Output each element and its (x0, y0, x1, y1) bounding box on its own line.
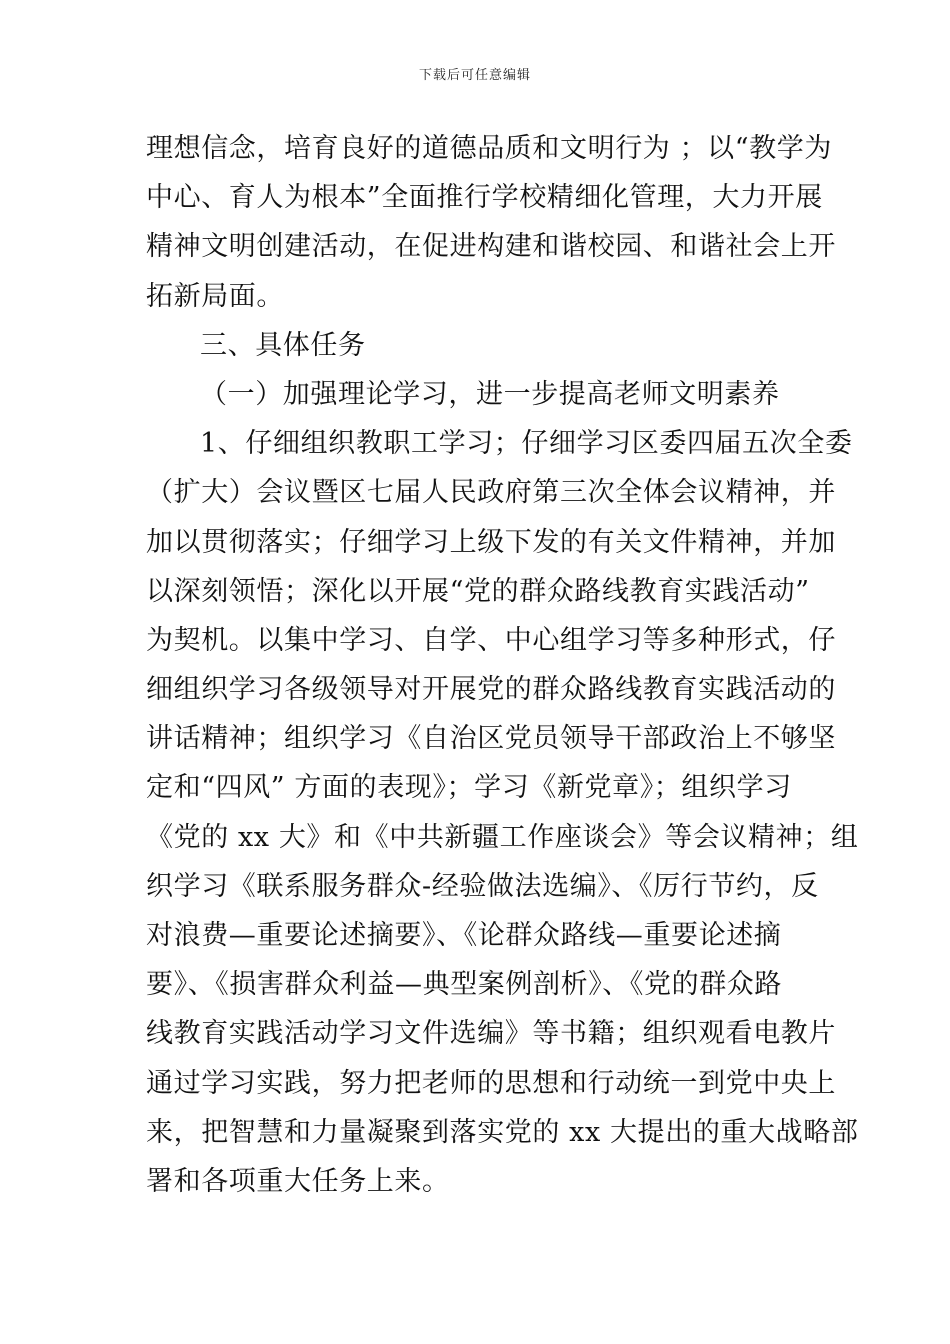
body-line: 织学习《联系服务群众-经验做法选编》、《厉行节约，反 (146, 870, 819, 902)
body-line: 1、仔细组织教职工学习；仔细学习区委四届五次全委 (200, 428, 853, 460)
body-line: 精神文明创建活动，在促进构建和谐校园、和谐社会上开 (146, 231, 836, 263)
subsection-heading: （一）加强理论学习，进一步提高老师文明素养 (200, 378, 780, 410)
body-line: 为契机。以集中学习、自学、中心组学习等多种形式，仔 (146, 624, 836, 656)
body-line: 线教育实践活动学习文件选编》等书籍；组织观看电教片 (146, 1018, 836, 1050)
body-line: 来，把智慧和力量凝聚到落实党的 xx 大提出的重大战略部 (146, 1116, 859, 1148)
body-line: 讲话精神；组织学习《自治区党员领导干部政治上不够坚 (146, 723, 836, 755)
body-line: （扩大）会议暨区七届人民政府第三次全体会议精神，并 (146, 477, 836, 509)
body-line: 以深刻领悟；深化以开展“党的群众路线教育实践活动” (146, 575, 810, 607)
section-heading: 三、具体任务 (200, 329, 366, 361)
page-header: 下载后可任意编辑 (418, 68, 531, 83)
body-line: 理想信念，培育良好的道德品质和文明行为 ；以“教学为 (146, 133, 832, 164)
body-line: 定和“四风” 方面的表现》；学习《新党章》；组织学习 (146, 772, 792, 804)
body-line: 细组织学习各级领导对开展党的群众路线教育实践活动的 (146, 674, 836, 706)
body-line: 通过学习实践，努力把老师的思想和行动统一到党中央上 (146, 1067, 836, 1099)
body-line: 加以贯彻落实；仔细学习上级下发的有关文件精神，并加 (146, 526, 836, 558)
body-line: 拓新局面。 (146, 280, 284, 312)
body-line: 中心、育人为根本”全面推行学校精细化管理，大力开展 (146, 182, 823, 214)
body-line: 对浪费—重要论述摘要》、《论群众路线—重要论述摘 (146, 920, 782, 951)
body-line: 署和各项重大任务上来。 (146, 1165, 450, 1197)
body-line: 要》、《损害群众利益—典型案例剖析》、《党的群众路 (146, 969, 782, 1001)
document-body (146, 124, 859, 1206)
body-line: 《党的 xx 大》和《中共新疆工作座谈会》等会议精神；组 (146, 821, 859, 853)
